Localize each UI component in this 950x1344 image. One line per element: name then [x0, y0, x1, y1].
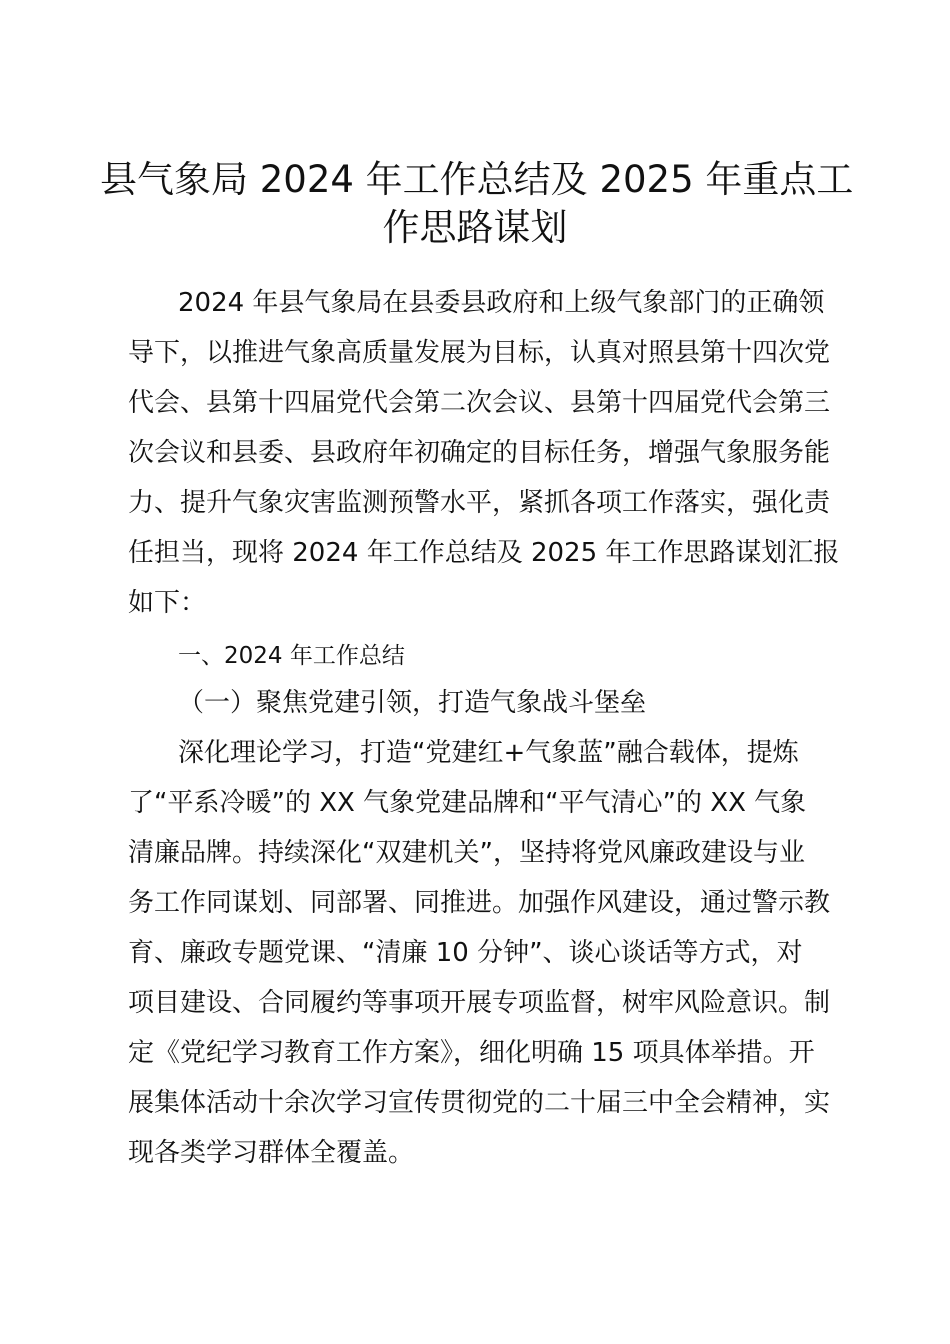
intro-paragraph-line-2: 导下，以推进气象高质量发展为目标，认真对照县第十四次党	[128, 338, 831, 368]
subsection-heading: （一）聚焦党建引领，打造气象战斗堡垒	[178, 688, 647, 718]
intro-paragraph-line-3: 代会、县第十四届党代会第二次会议、县第十四届党代会第三	[128, 388, 831, 418]
body-paragraph-line-5: 育、廉政专题党课、“清廉 10 分钟”、谈心谈话等方式，对	[128, 938, 803, 968]
body-paragraph-line-2: 了“平系冷暖”的 XX 气象党建品牌和“平气清心”的 XX 气象	[128, 788, 807, 818]
body-paragraph-line-8: 展集体活动十余次学习宣传贯彻党的二十届三中全会精神，实	[128, 1088, 831, 1118]
body-paragraph-line-3: 清廉品牌。持续深化“双建机关”，坚持将党风廉政建设与业	[128, 838, 805, 868]
intro-paragraph-line-7: 如下：	[128, 588, 207, 618]
intro-paragraph-line-1: 2024 年县气象局在县委县政府和上级气象部门的正确领	[178, 288, 825, 318]
body-paragraph-line-7: 定《党纪学习教育工作方案》，细化明确 15 项具体举措。开	[128, 1038, 815, 1068]
document-title-line-1: 县气象局 2024 年工作总结及 2025 年重点工	[100, 158, 854, 201]
body-paragraph-line-1: 深化理论学习，打造“党建红+气象蓝”融合载体，提炼	[178, 738, 799, 768]
document-title-line-2: 作思路谋划	[382, 206, 568, 249]
body-paragraph-line-9: 现各类学习群体全覆盖。	[128, 1138, 415, 1168]
intro-paragraph-line-4: 次会议和县委、县政府年初确定的目标任务，增强气象服务能	[128, 438, 831, 468]
body-paragraph-line-4: 务工作同谋划、同部署、同推进。加强作风建设，通过警示教	[128, 888, 831, 918]
intro-paragraph-line-5: 力、提升气象灾害监测预警水平，紧抓各项工作落实，强化责	[128, 488, 831, 518]
body-paragraph-line-6: 项目建设、合同履约等事项开展专项监督，树牢风险意识。制	[128, 988, 831, 1018]
intro-paragraph-line-6: 任担当，现将 2024 年工作总结及 2025 年工作思路谋划汇报	[128, 538, 840, 568]
section-heading: 一、2024 年工作总结	[178, 643, 405, 669]
